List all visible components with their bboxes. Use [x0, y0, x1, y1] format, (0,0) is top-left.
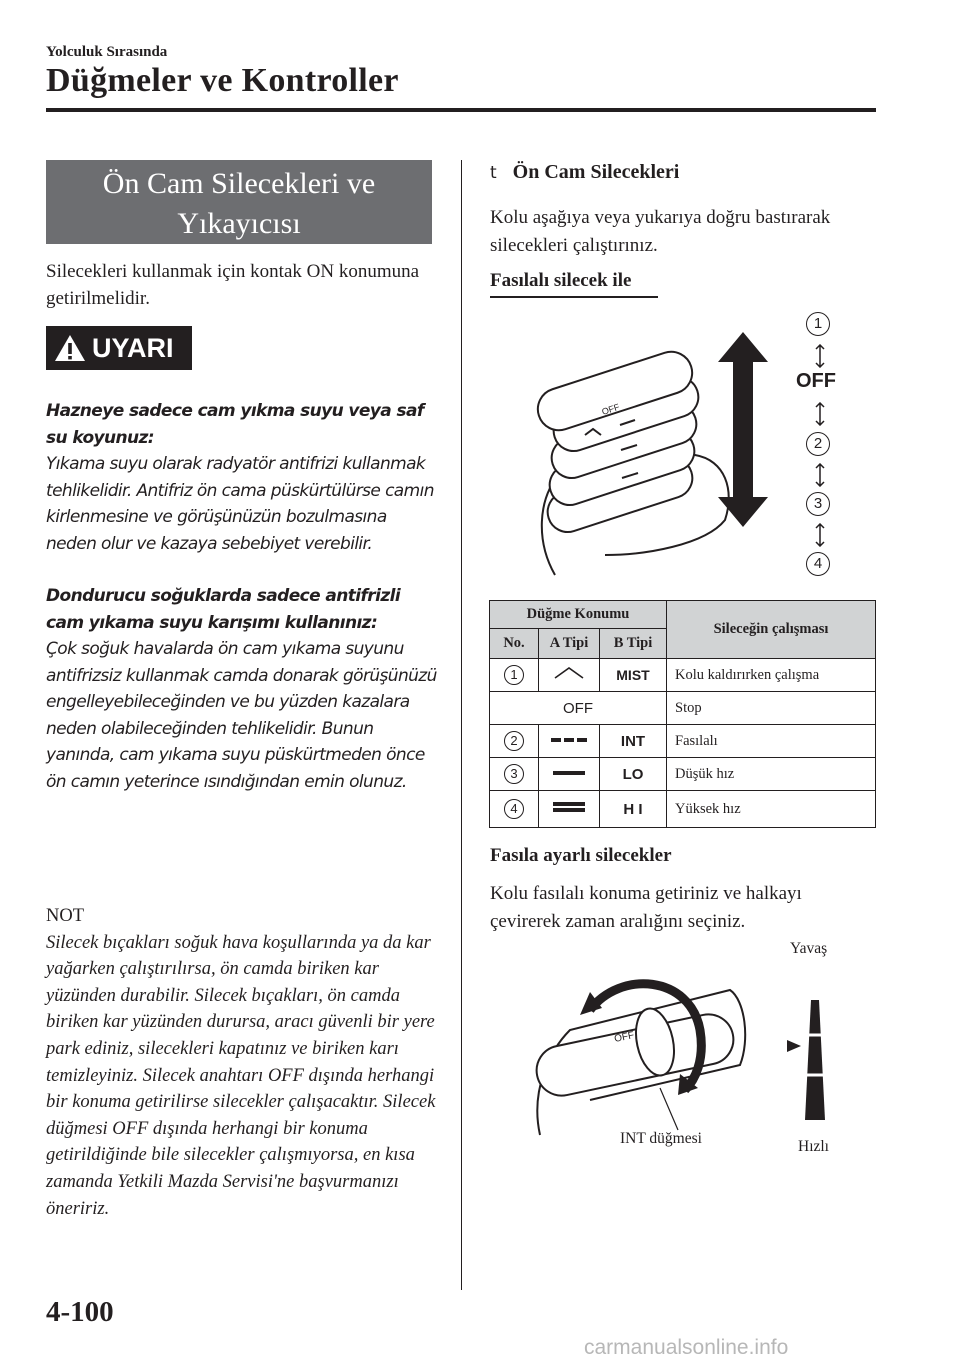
table-header-type-a: A Tipi [539, 629, 600, 659]
interval-instruction: Kolu fasılalı konuma getiriniz ve halkayı çevirerek zaman aralığını seçiniz. [490, 883, 802, 932]
svg-text:OFF: OFF [613, 1030, 636, 1045]
int-switch-label: INT düğmesi [620, 1130, 702, 1147]
double-arrow-icon [814, 402, 826, 426]
type-b-label: H I [600, 791, 667, 828]
operation-desc: Stop [667, 692, 876, 725]
column-divider [461, 160, 462, 1290]
position-sequence [806, 312, 836, 336]
off-position-label: OFF [490, 692, 667, 725]
position-3-marker: 3 [806, 492, 830, 516]
operation-desc: Kolu kaldırırken çalışma [667, 659, 876, 692]
type-b-label: INT [600, 725, 667, 758]
interval-heading: Fasıla ayarlı silecekler [490, 845, 672, 866]
operation-desc: Fasılalı [667, 725, 876, 758]
section-title: Düğmeler ve Kontroller [46, 62, 399, 99]
table-row [490, 791, 876, 828]
warning-badge [46, 326, 192, 370]
intro-text: Silecekleri kullanmak için kontak ON konumuna getirilmelidir. [46, 261, 420, 309]
table-row [490, 725, 876, 758]
mist-symbol-icon [551, 665, 587, 681]
warning1-title: Hazneye sadece cam yıkma suyu veya saf su koyunuz: [46, 401, 424, 448]
heading-underline [490, 296, 658, 298]
row-number: 3 [504, 764, 524, 784]
table-header-operation: Sileceğin çalışması [667, 601, 876, 659]
position-off-label: OFF [796, 370, 836, 392]
row-number: 4 [504, 799, 524, 819]
position-4-marker: 4 [806, 552, 830, 576]
up-down-arrow-icon [708, 332, 778, 527]
type-b-label: LO [600, 758, 667, 791]
lo-symbol-icon [549, 768, 589, 778]
double-arrow-icon [814, 523, 826, 547]
page-number: 4-100 [46, 1296, 114, 1328]
header-rule [46, 108, 876, 112]
table-header-type-b: B Tipi [600, 629, 667, 659]
warning-triangle-icon [54, 334, 86, 362]
watermark: carmanualsonline.info [584, 1336, 789, 1359]
position-2-marker: 2 [806, 432, 830, 456]
subsection-heading-text: Ön Cam Silecekleri [512, 161, 680, 183]
wiper-instruction: Kolu aşağıya veya yukarıya doğru bastırarak silecekleri çalıştırınız. [490, 207, 831, 256]
table-header-no: No. [490, 629, 539, 659]
table-row [490, 758, 876, 791]
table-row [490, 692, 876, 725]
hi-symbol-icon [549, 800, 589, 814]
topic-title-line1: Ön Cam Silecekleri ve [102, 167, 376, 200]
fast-label: Hızlı [798, 1138, 829, 1155]
note-body: Silecek bıçakları soğuk hava koşullarında ya da kar yağarken çalıştırılırsa, ön camda biriken kar yüzünden durabilir. Silecek bıçakları, ön camda biriken kar yüzünden durursa, aracı güvenli bir yere park ediniz, silecekleri kapatınız ve biriken karı temizleyiniz. Silecek anahtarı OFF dışında herhangi bir konuma getirilirse silecekler çalışacaktır. Silecek düğmesi OFF dışında herhangi bir konuma getirildiğinde bile silecekler çalışmıyorsa, en kısa zamanda Yetkili Mazda Servisi'ne başvurmanızı öneririz. [46, 932, 436, 1219]
warning-text [46, 398, 441, 795]
warning-label: UYARI [92, 333, 174, 363]
bullet-icon: t [490, 163, 497, 183]
running-head: Yolculuk Sırasında [46, 44, 168, 60]
svg-text:OFF: OFF [600, 401, 621, 417]
position-1-marker: 1 [806, 312, 830, 336]
table-header-position: Düğme Konumu [490, 601, 667, 629]
operation-desc: Düşük hız [667, 758, 876, 791]
int-symbol-icon [549, 735, 589, 745]
interval-speed-scale [785, 995, 835, 1125]
topic-title-line2: Yıkayıcısı [177, 207, 301, 240]
topic-title-box [46, 160, 432, 244]
table-row [490, 659, 876, 692]
warning2-body: Çok soğuk havalarda ön cam yıkama suyunu antifrizsiz kullanmak camda donarak görüşünüzü engelleyebileceğinden ve bu yüzden kazalara neden olabileceğinden tehlikelidir. Bunun yanında, cam yıkama suyu püskürtmeden önce ön camın yeterince ısındığından emin olunuz. [46, 639, 437, 792]
operation-desc: Yüksek hız [667, 791, 876, 828]
note-block [46, 903, 446, 1222]
warning2-title: Dondurucu soğuklarda sadece antifrizli cam yıkama suyu karışımı kullanınız: [46, 586, 401, 633]
double-arrow-icon [814, 463, 826, 487]
row-number: 2 [504, 731, 524, 751]
double-arrow-icon [814, 344, 826, 368]
interval-ring-illustration [530, 970, 750, 1140]
subsection-heading [490, 161, 679, 184]
slow-label: Yavaş [790, 940, 828, 957]
note-heading: NOT [46, 906, 85, 926]
warning1-body: Yıkama suyu olarak radyatör antifrizi kullanmak tehlikelidir. Antifriz ön cama püskürtülürse camın kirlenmesine ve görüşünüzün bozulmasına neden olur ve kazaya sebebiyet verebilir. [46, 454, 434, 554]
switch-position-table [489, 600, 876, 828]
row-number: 1 [504, 665, 524, 685]
intermittent-heading: Fasılalı silecek ile [490, 270, 632, 291]
type-b-label: MIST [600, 659, 667, 692]
